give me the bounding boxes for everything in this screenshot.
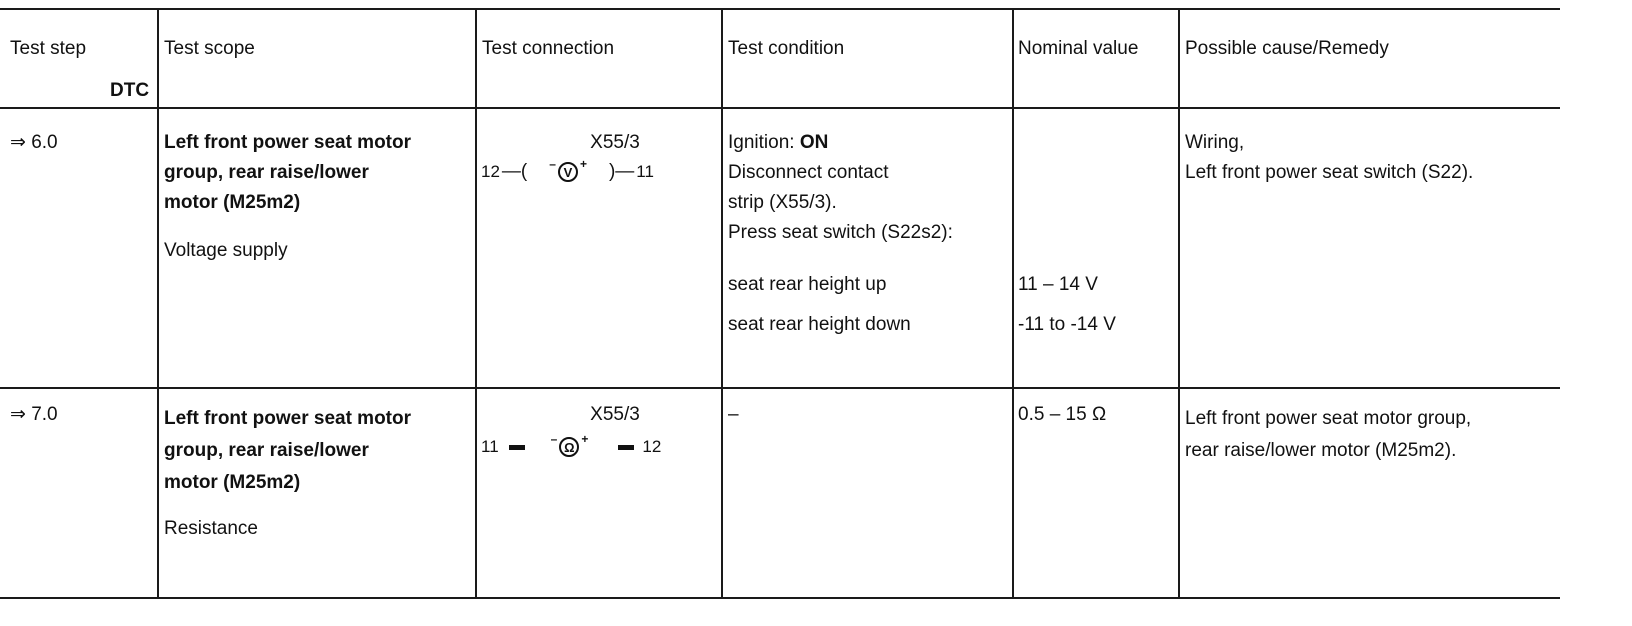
test-scope-title-line: Left front power seat motor (164, 132, 412, 153)
header-test-connection: Test connection (482, 38, 615, 59)
pin-left: 12 (481, 162, 500, 181)
row-divider (0, 387, 1560, 389)
connector-label: X55/3 (590, 404, 640, 425)
column-divider (157, 8, 159, 599)
test-scope-subtitle: Resistance (164, 518, 258, 539)
condition-dash: – (728, 404, 739, 425)
possible-cause-line: Left front power seat switch (S22). (1185, 162, 1474, 183)
condition-line: strip (X55/3). (728, 192, 837, 213)
minus-icon: – (549, 157, 556, 171)
test-step-7: ⇒ 7.0 (10, 404, 58, 425)
nominal-value: 0.5 – 15 Ω (1018, 404, 1107, 425)
pin-right: 12 (642, 437, 662, 456)
voltmeter-connection (481, 157, 719, 183)
condition-line: Press seat switch (S22s2): (728, 222, 953, 243)
pin-right: 11 (636, 162, 654, 181)
test-scope-title-line: group, rear raise/lower (164, 162, 369, 183)
test-scope-title-line: group, rear raise/lower (164, 440, 369, 461)
possible-cause-line: rear raise/lower motor (M25m2). (1185, 440, 1457, 461)
column-divider (1178, 8, 1180, 599)
plug-right-icon (618, 445, 634, 450)
header-nominal-value: Nominal value (1018, 38, 1139, 59)
possible-cause-line: Wiring, (1185, 132, 1245, 153)
possible-cause-line: Left front power seat motor group, (1185, 408, 1472, 429)
test-step-6: ⇒ 6.0 (10, 132, 58, 153)
plus-icon: + (581, 432, 589, 446)
table-top-border (0, 8, 1560, 10)
nominal-value: -11 to -14 V (1018, 314, 1116, 335)
plug-right-icon: )― (608, 161, 635, 182)
condition-line: seat rear height up (728, 274, 887, 295)
plus-icon: + (579, 157, 587, 171)
column-divider (475, 8, 477, 599)
header-test-step: Test step (10, 38, 87, 59)
condition-label: Ignition: (728, 132, 795, 153)
table-bottom-border (0, 597, 1560, 599)
header-bottom-border (0, 107, 1560, 109)
condition-line: seat rear height down (728, 314, 911, 335)
test-scope-subtitle: Voltage supply (164, 240, 288, 261)
test-scope-title-line: motor (M25m2) (164, 192, 301, 213)
condition-ignition (728, 128, 828, 158)
column-divider (721, 8, 723, 599)
nominal-value: 11 – 14 V (1018, 274, 1098, 295)
condition-line: Disconnect contact (728, 162, 889, 183)
plug-left-icon: ―( (501, 161, 528, 182)
ohmmeter-connection (481, 432, 719, 457)
connector-label: X55/3 (590, 132, 640, 153)
header-test-scope: Test scope (164, 38, 255, 59)
header-test-condition: Test condition (728, 38, 845, 59)
test-scope-title-line: motor (M25m2) (164, 472, 301, 493)
pin-left: 11 (481, 437, 499, 456)
plug-left-icon (509, 445, 525, 450)
header-dtc: DTC (110, 80, 150, 101)
header-possible-cause: Possible cause/Remedy (1185, 38, 1389, 59)
column-divider (1012, 8, 1014, 599)
voltmeter-icon: V (558, 162, 578, 182)
minus-icon: – (550, 432, 558, 446)
test-scope-title-line: Left front power seat motor (164, 408, 412, 429)
condition-value: ON (799, 132, 829, 153)
ohmmeter-icon: Ω (559, 437, 579, 457)
